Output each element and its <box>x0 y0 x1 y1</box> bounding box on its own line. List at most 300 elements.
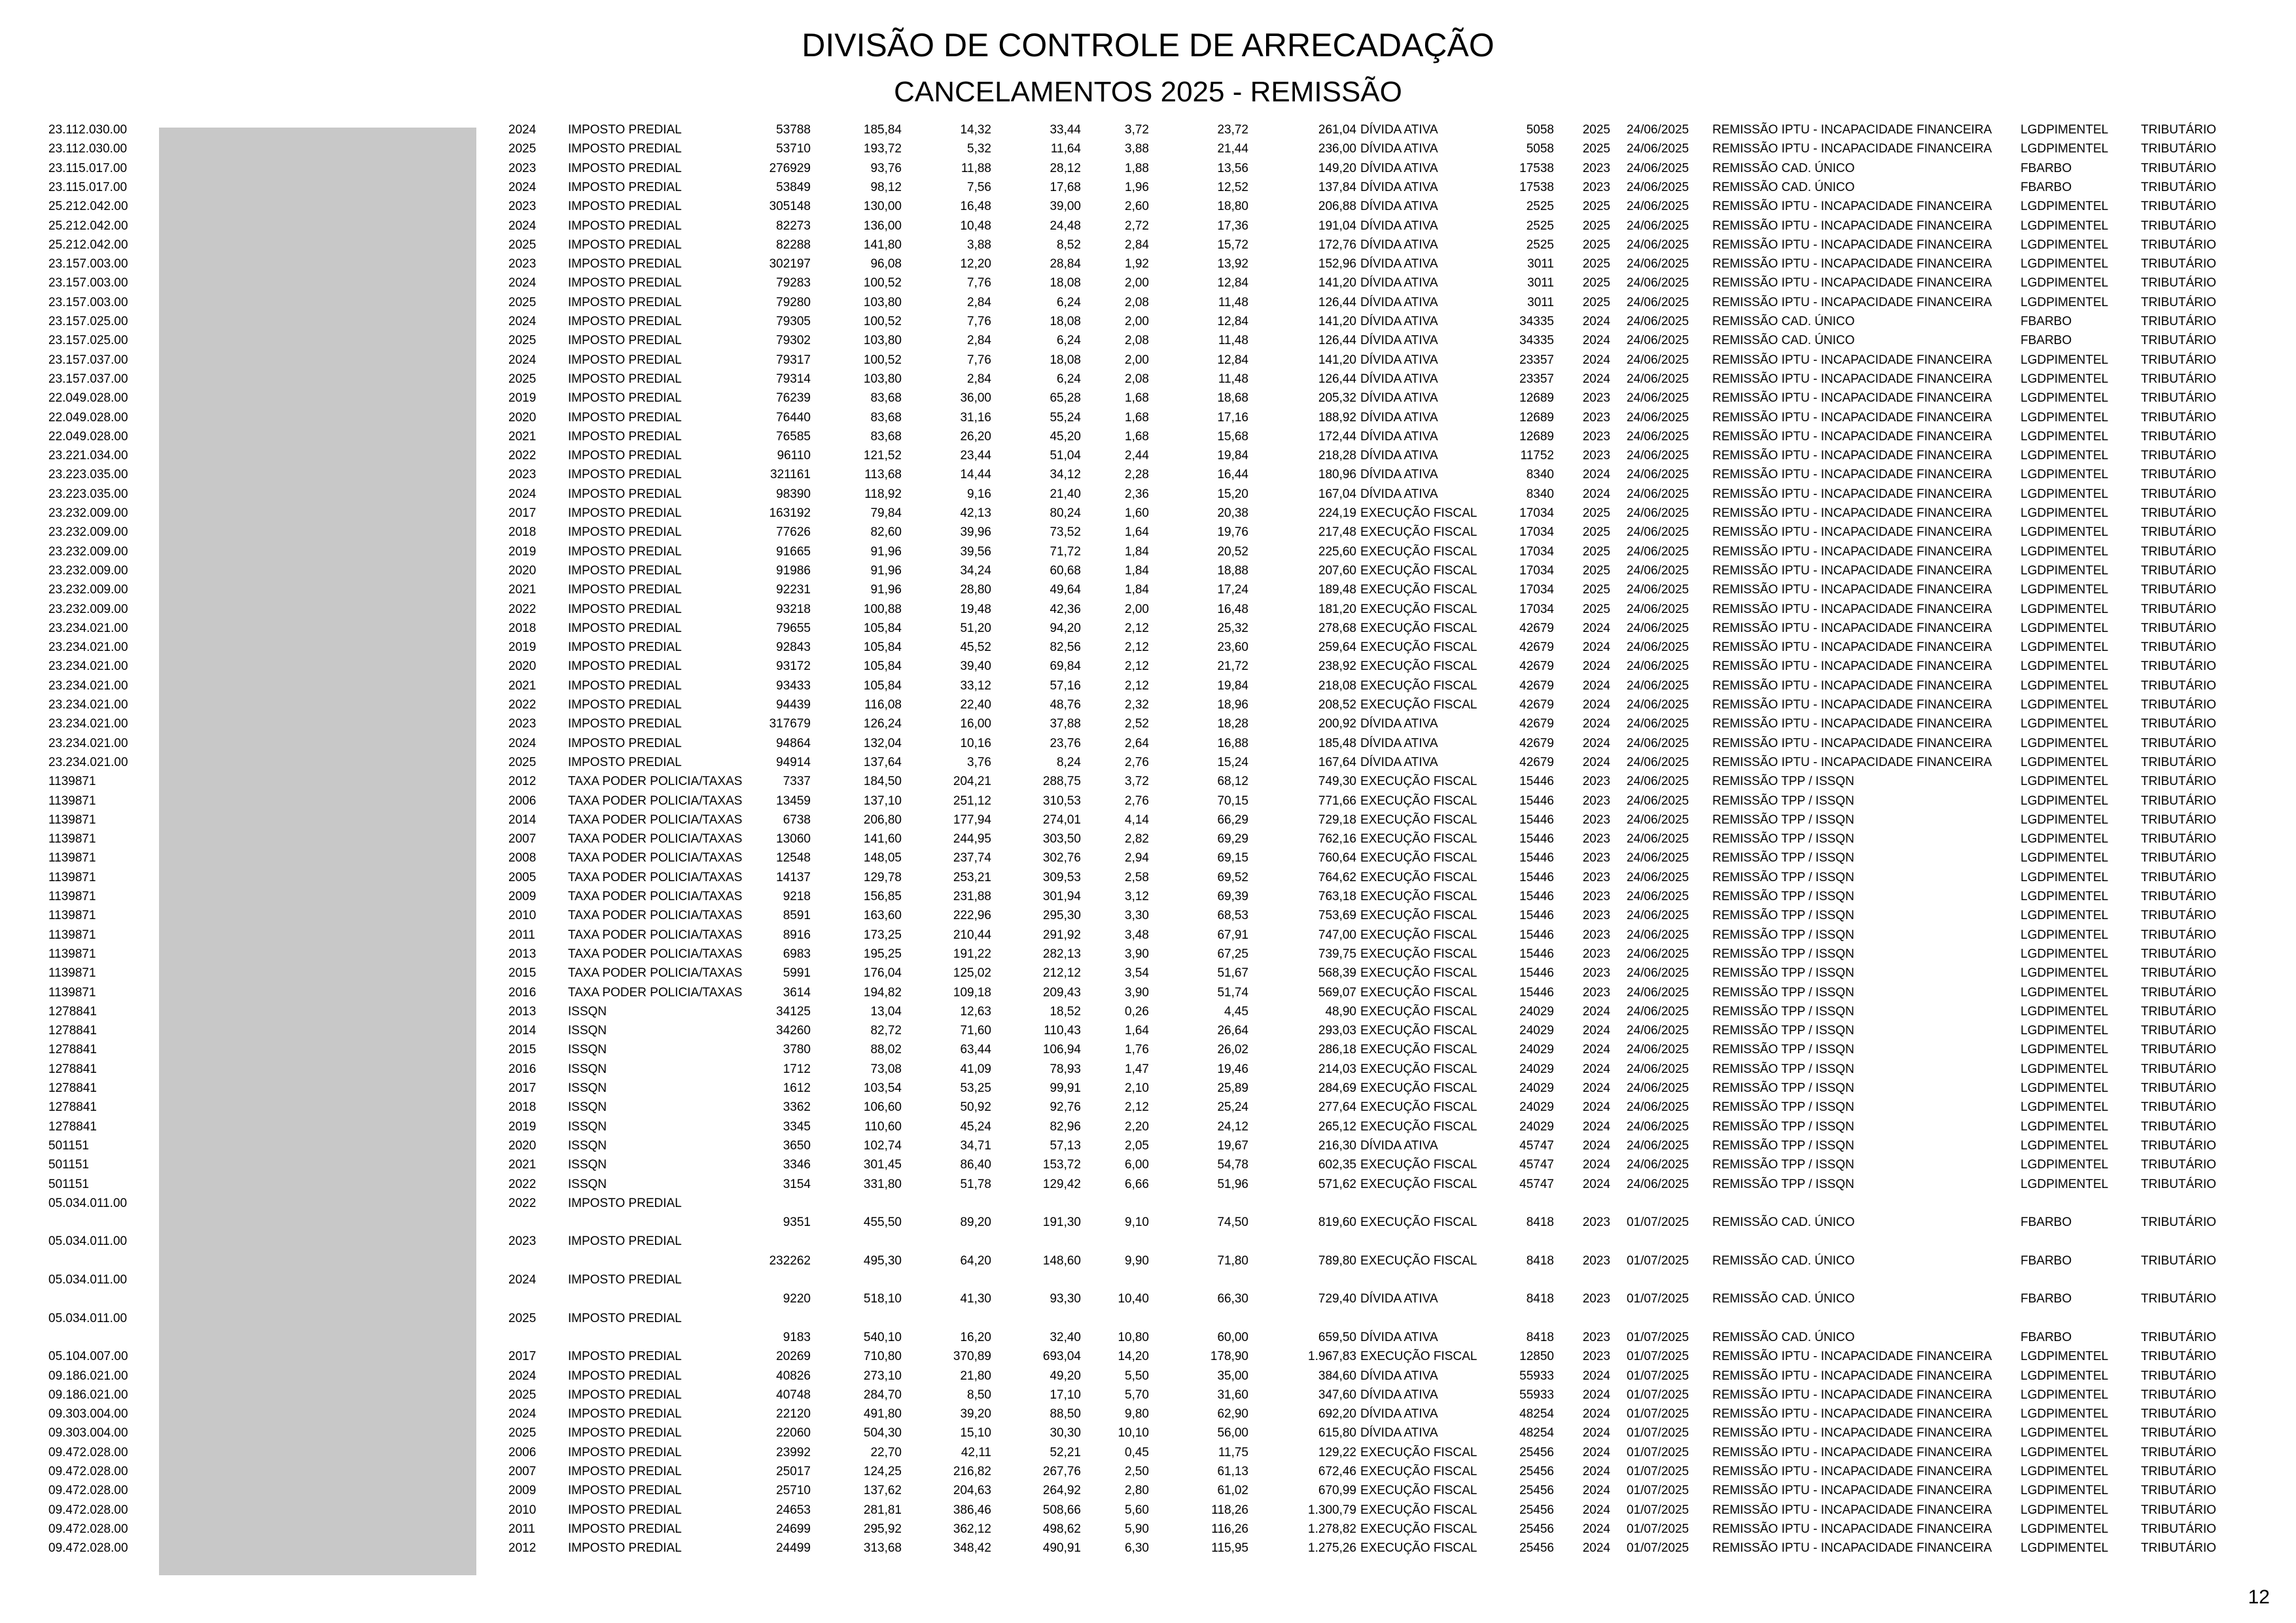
cell-status: EXECUÇÃO FISCAL <box>1360 1004 1477 1019</box>
cell-process-year: 2023 <box>1582 812 1610 827</box>
cell-status: EXECUÇÃO FISCAL <box>1360 1062 1477 1076</box>
cell-department: TRIBUTÁRIO <box>2141 985 2217 1000</box>
cell-fine-value: 42,13 <box>960 506 991 520</box>
cell-fee-value: 2,84 <box>1125 237 1149 252</box>
cell-inscription: 23.157.003.00 <box>48 257 128 271</box>
cell-year: 2015 <box>508 1043 537 1057</box>
cell-year: 2018 <box>508 621 537 635</box>
cell-principal-value: 281,81 <box>863 1503 902 1517</box>
cell-user: LGDPIMENTEL <box>2021 1465 2109 1478</box>
table-row <box>0 1501 2296 1520</box>
cell-tax-type: IMPOSTO PREDIAL <box>568 295 682 309</box>
cell-user: LGDPIMENTEL <box>2021 1081 2109 1095</box>
cell-cancel-date: 24/06/2025 <box>1627 1004 1689 1019</box>
cell-user: LGDPIMENTEL <box>2021 755 2109 769</box>
cell-reason: REMISSÃO IPTU - INCAPACIDADE FINANCEIRA <box>1712 1445 1992 1459</box>
cell-principal-value: 79,84 <box>870 506 902 520</box>
cell-process-year: 2025 <box>1582 218 1610 233</box>
cell-reason: REMISSÃO IPTU - INCAPACIDADE FINANCEIRA <box>1712 429 1992 444</box>
cell-interest-value: 39,00 <box>1050 200 1081 214</box>
cell-interest-value: 274,01 <box>1042 812 1081 827</box>
cell-fee-value: 6,00 <box>1125 1158 1149 1172</box>
cell-process-year: 2023 <box>1582 890 1610 903</box>
cell-department: TRIBUTÁRIO <box>2141 563 2217 578</box>
cell-document-number: 3780 <box>783 1043 811 1057</box>
cell-interest-value: 57,16 <box>1050 678 1081 693</box>
table-row <box>0 1386 2296 1405</box>
table-row <box>0 351 2296 370</box>
cell-status: EXECUÇÃO FISCAL <box>1360 525 1477 540</box>
cell-principal-value: 98,12 <box>870 180 902 194</box>
cell-inscription: 1139871 <box>48 870 96 884</box>
cell-inscription: 23.112.030.00 <box>48 142 128 156</box>
cell-total-value: 141,20 <box>1318 353 1356 367</box>
cell-total-value: 172,44 <box>1318 429 1356 444</box>
cell-inscription: 09.472.028.00 <box>48 1465 128 1478</box>
cell-inscription: 23.234.021.00 <box>48 698 128 712</box>
cell-process-number: 8418 <box>1526 1292 1554 1306</box>
cell-user: LGDPIMENTEL <box>2021 1387 2109 1402</box>
cell-document-number: 53710 <box>776 142 811 156</box>
cell-user: LGDPIMENTEL <box>2021 947 2109 961</box>
cell-fine-value: 51,78 <box>960 1177 991 1191</box>
cell-document-number: 20269 <box>776 1350 811 1364</box>
cell-fee-value: 5,90 <box>1125 1522 1149 1536</box>
table-row <box>0 446 2296 465</box>
table-row <box>0 1462 2296 1481</box>
cell-tax-type: IMPOSTO PREDIAL <box>568 449 682 463</box>
cell-status: EXECUÇÃO FISCAL <box>1360 832 1477 846</box>
cell-cancel-date: 24/06/2025 <box>1627 276 1689 290</box>
cell-status: DÍVIDA ATIVA <box>1360 1387 1438 1402</box>
table-row <box>0 1405 2296 1423</box>
cell-total-value: 191,04 <box>1318 218 1356 233</box>
cell-adjustment-value: 12,84 <box>1217 315 1248 328</box>
cell-year: 2024 <box>508 487 537 501</box>
cell-tax-type: IMPOSTO PREDIAL <box>568 237 682 252</box>
cell-interest-value: 33,44 <box>1050 123 1081 137</box>
cell-tax-type: IMPOSTO PREDIAL <box>568 391 682 406</box>
cell-fine-value: 2,84 <box>967 334 991 348</box>
cell-process-year: 2023 <box>1582 775 1610 789</box>
cell-inscription: 1139871 <box>48 812 96 827</box>
cell-total-value: 181,20 <box>1318 602 1356 616</box>
cell-cancel-date: 24/06/2025 <box>1627 755 1689 769</box>
cell-department: TRIBUTÁRIO <box>2141 1177 2217 1191</box>
cell-total-value: 760,64 <box>1318 851 1356 865</box>
cell-status: DÍVIDA ATIVA <box>1360 717 1438 731</box>
cell-department: TRIBUTÁRIO <box>2141 237 2217 252</box>
cell-tax-type: IMPOSTO PREDIAL <box>568 1541 682 1556</box>
cell-cancel-date: 24/06/2025 <box>1627 775 1689 789</box>
cell-reason: REMISSÃO IPTU - INCAPACIDADE FINANCEIRA <box>1712 1407 1992 1422</box>
cell-status: DÍVIDA ATIVA <box>1360 1330 1438 1344</box>
cell-tax-type: IMPOSTO PREDIAL <box>568 1465 682 1478</box>
cell-inscription: 23.234.021.00 <box>48 678 128 693</box>
cell-fine-value: 237,74 <box>953 851 991 865</box>
cell-reason: REMISSÃO CAD. ÚNICO <box>1712 1330 1855 1344</box>
cell-interest-value: 309,53 <box>1042 870 1081 884</box>
cell-status: DÍVIDA ATIVA <box>1360 1292 1438 1306</box>
cell-adjustment-value: 11,48 <box>1218 372 1248 386</box>
cell-process-number: 15446 <box>1519 870 1554 884</box>
cell-interest-value: 55,24 <box>1050 410 1081 425</box>
cell-user: LGDPIMENTEL <box>2021 123 2109 137</box>
cell-cancel-date: 01/07/2025 <box>1627 1407 1689 1422</box>
cell-process-number: 2525 <box>1526 237 1554 252</box>
cell-process-number: 8340 <box>1526 468 1554 482</box>
cell-process-year: 2024 <box>1582 659 1610 674</box>
cell-principal-value: 504,30 <box>863 1426 902 1440</box>
cell-fine-value: 33,12 <box>960 678 991 693</box>
cell-principal-value: 295,92 <box>863 1522 902 1536</box>
cell-department: TRIBUTÁRIO <box>2141 832 2217 846</box>
cell-total-value: 126,44 <box>1318 334 1356 348</box>
table-row <box>0 945 2296 964</box>
cell-fee-value: 1,68 <box>1125 410 1149 425</box>
cell-year: 2006 <box>508 794 537 808</box>
cell-department: TRIBUTÁRIO <box>2141 1138 2217 1153</box>
cell-department: TRIBUTÁRIO <box>2141 1445 2217 1459</box>
cell-process-year: 2023 <box>1582 909 1610 923</box>
cell-adjustment-value: 20,38 <box>1217 506 1248 520</box>
cell-process-number: 25456 <box>1519 1484 1554 1498</box>
cell-adjustment-value: 118,26 <box>1211 1503 1248 1517</box>
cell-department: TRIBUTÁRIO <box>2141 372 2217 386</box>
cell-process-year: 2023 <box>1582 429 1610 444</box>
cell-interest-value: 106,94 <box>1042 1043 1081 1057</box>
table-row <box>0 580 2296 599</box>
cell-process-year: 2023 <box>1582 449 1610 463</box>
cell-year: 2012 <box>508 775 537 789</box>
page-number: 12 <box>2248 1586 2270 1608</box>
cell-total-value: 172,76 <box>1318 237 1356 252</box>
cell-status: EXECUÇÃO FISCAL <box>1360 1024 1477 1038</box>
cell-total-value: 771,66 <box>1318 794 1356 808</box>
table-row <box>0 197 2296 216</box>
table-row <box>0 217 2296 236</box>
cell-process-number: 5058 <box>1526 123 1554 137</box>
cell-document-number: 79314 <box>776 372 811 386</box>
cell-fee-value: 2,05 <box>1125 1138 1149 1153</box>
table-row <box>0 273 2296 292</box>
cell-user: LGDPIMENTEL <box>2021 276 2109 290</box>
table-row <box>0 734 2296 753</box>
cell-total-value: 200,92 <box>1318 717 1356 731</box>
cell-interest-value: 264,92 <box>1042 1484 1081 1498</box>
cell-fine-value: 64,20 <box>960 1253 991 1268</box>
cell-document-number: 53788 <box>776 123 811 137</box>
cell-principal-value: 82,60 <box>870 525 902 540</box>
cell-process-number: 15446 <box>1519 775 1554 789</box>
cell-department: TRIBUTÁRIO <box>2141 1253 2217 1268</box>
cell-principal-value: 156,85 <box>863 890 902 903</box>
cell-principal-value: 313,68 <box>863 1541 902 1556</box>
cell-principal-value: 173,25 <box>863 928 902 942</box>
cell-principal-value: 121,52 <box>863 449 902 463</box>
cell-document-number: 22120 <box>776 1407 811 1422</box>
cell-document-number: 321161 <box>770 468 811 482</box>
cell-process-number: 25456 <box>1519 1522 1554 1536</box>
cell-department: TRIBUTÁRIO <box>2141 1541 2217 1556</box>
cell-inscription: 05.104.007.00 <box>48 1350 128 1364</box>
cell-status: EXECUÇÃO FISCAL <box>1360 890 1477 903</box>
cell-process-year: 2023 <box>1582 1215 1610 1230</box>
cell-department: TRIBUTÁRIO <box>2141 487 2217 501</box>
table-row <box>0 1539 2296 1558</box>
cell-document-number: 163192 <box>769 506 811 520</box>
cell-department: TRIBUTÁRIO <box>2141 1119 2217 1134</box>
cell-year: 2019 <box>508 391 537 406</box>
cell-inscription: 1139871 <box>48 966 96 981</box>
cell-reason: REMISSÃO CAD. ÚNICO <box>1712 1215 1855 1230</box>
cell-total-value: 286,18 <box>1318 1043 1356 1057</box>
cell-process-number: 45747 <box>1519 1158 1554 1172</box>
cell-process-number: 15446 <box>1519 812 1554 827</box>
cell-tax-type: IMPOSTO PREDIAL <box>568 1196 682 1210</box>
cell-interest-value: 34,12 <box>1050 468 1081 482</box>
cell-cancel-date: 01/07/2025 <box>1627 1465 1689 1478</box>
table-row <box>0 408 2296 427</box>
cell-tax-type: IMPOSTO PREDIAL <box>568 334 682 348</box>
cell-fine-value: 14,44 <box>960 468 991 482</box>
cell-user: LGDPIMENTEL <box>2021 832 2109 846</box>
cell-interest-value: 18,08 <box>1050 353 1081 367</box>
cell-principal-value: 118,92 <box>864 487 902 501</box>
cell-year: 2025 <box>508 237 537 252</box>
cell-user: LGDPIMENTEL <box>2021 218 2109 233</box>
cell-total-value: 152,96 <box>1318 257 1356 271</box>
cell-total-value: 1.300,79 <box>1308 1503 1356 1517</box>
cell-interest-value: 69,84 <box>1050 659 1081 674</box>
cell-inscription: 1139871 <box>48 794 96 808</box>
cell-principal-value: 124,25 <box>863 1465 902 1478</box>
cell-reason: REMISSÃO CAD. ÚNICO <box>1712 315 1855 328</box>
cell-fine-value: 21,80 <box>960 1369 991 1383</box>
cell-fine-value: 28,80 <box>960 583 991 597</box>
cell-tax-type: IMPOSTO PREDIAL <box>568 1234 682 1249</box>
cell-status: DÍVIDA ATIVA <box>1360 1407 1438 1422</box>
cell-tax-type: IMPOSTO PREDIAL <box>568 218 682 233</box>
cell-status: EXECUÇÃO FISCAL <box>1360 851 1477 865</box>
cell-year: 2009 <box>508 890 537 903</box>
cell-principal-value: 105,84 <box>863 640 902 655</box>
cell-cancel-date: 01/07/2025 <box>1627 1330 1689 1344</box>
cell-total-value: 615,80 <box>1318 1426 1356 1440</box>
cell-reason: REMISSÃO IPTU - INCAPACIDADE FINANCEIRA <box>1712 123 1992 137</box>
cell-inscription: 23.157.025.00 <box>48 315 128 328</box>
cell-year: 2013 <box>508 1004 537 1019</box>
cell-status: DÍVIDA ATIVA <box>1360 142 1438 156</box>
cell-cancel-date: 24/06/2025 <box>1627 468 1689 482</box>
cell-total-value: 141,20 <box>1318 276 1356 290</box>
cell-year: 2024 <box>508 276 537 290</box>
cell-principal-value: 102,74 <box>863 1138 902 1153</box>
cell-fee-value: 1,96 <box>1125 180 1149 194</box>
cell-process-number: 15446 <box>1519 851 1554 865</box>
cell-adjustment-value: 15,72 <box>1217 237 1248 252</box>
cell-process-number: 15446 <box>1519 890 1554 903</box>
cell-user: LGDPIMENTEL <box>2021 372 2109 386</box>
cell-year: 2020 <box>508 563 537 578</box>
cell-adjustment-value: 69,29 <box>1217 832 1248 846</box>
cell-process-number: 42679 <box>1519 659 1554 674</box>
cell-inscription: 1139871 <box>48 909 96 923</box>
cell-adjustment-value: 68,12 <box>1217 775 1248 789</box>
cell-year: 2023 <box>508 257 537 271</box>
cell-fee-value: 3,90 <box>1125 947 1149 961</box>
cell-inscription: 23.234.021.00 <box>48 755 128 769</box>
cell-fine-value: 362,12 <box>953 1522 991 1536</box>
cell-reason: REMISSÃO TPP / ISSQN <box>1712 1100 1854 1115</box>
cell-interest-value: 129,42 <box>1042 1177 1081 1191</box>
cell-year: 2012 <box>508 1541 537 1556</box>
cell-process-year: 2024 <box>1582 678 1610 693</box>
cell-total-value: 167,04 <box>1318 487 1356 501</box>
cell-interest-value: 23,76 <box>1050 736 1081 750</box>
cell-interest-value: 148,60 <box>1042 1253 1081 1268</box>
cell-reason: REMISSÃO IPTU - INCAPACIDADE FINANCEIRA <box>1712 698 1992 712</box>
cell-total-value: 218,08 <box>1318 678 1356 693</box>
table-row <box>0 926 2296 945</box>
cell-tax-type: TAXA PODER POLICIA/TAXAS <box>568 985 743 1000</box>
cell-tax-type: IMPOSTO PREDIAL <box>568 1311 682 1325</box>
cell-principal-value: 100,52 <box>863 315 902 328</box>
cell-user: LGDPIMENTEL <box>2021 1445 2109 1459</box>
table-row <box>0 312 2296 331</box>
table-row <box>0 1040 2296 1059</box>
cell-tax-type: IMPOSTO PREDIAL <box>568 200 682 214</box>
cell-year: 2021 <box>508 1158 537 1172</box>
cell-process-year: 2023 <box>1582 870 1610 884</box>
cell-cancel-date: 24/06/2025 <box>1627 353 1689 367</box>
cell-adjustment-value: 19,84 <box>1217 678 1248 693</box>
cell-adjustment-value: 51,96 <box>1217 1177 1248 1191</box>
cell-inscription: 09.472.028.00 <box>48 1522 128 1536</box>
table-row <box>0 1021 2296 1040</box>
cell-reason: REMISSÃO TPP / ISSQN <box>1712 1119 1854 1134</box>
cell-process-number: 12689 <box>1519 391 1554 406</box>
cell-tax-type: ISSQN <box>568 1138 607 1153</box>
cell-status: EXECUÇÃO FISCAL <box>1360 1043 1477 1057</box>
cell-status: DÍVIDA ATIVA <box>1360 429 1438 444</box>
cell-total-value: 762,16 <box>1318 832 1356 846</box>
cell-principal-value: 105,84 <box>863 621 902 635</box>
cell-adjustment-value: 62,90 <box>1217 1407 1248 1422</box>
cell-cancel-date: 24/06/2025 <box>1627 218 1689 233</box>
cell-adjustment-value: 19,67 <box>1217 1138 1248 1153</box>
cell-adjustment-value: 66,30 <box>1217 1292 1248 1306</box>
cell-interest-value: 18,08 <box>1050 315 1081 328</box>
cell-year: 2013 <box>508 947 537 961</box>
cell-status: DÍVIDA ATIVA <box>1360 1369 1438 1383</box>
cell-cancel-date: 24/06/2025 <box>1627 909 1689 923</box>
cell-principal-value: 710,80 <box>863 1350 902 1364</box>
cell-process-year: 2024 <box>1582 372 1610 386</box>
cell-year: 2016 <box>508 985 537 1000</box>
cell-interest-value: 693,04 <box>1042 1350 1081 1364</box>
cell-cancel-date: 24/06/2025 <box>1627 890 1689 903</box>
cell-interest-value: 28,84 <box>1050 257 1081 271</box>
cell-reason: REMISSÃO IPTU - INCAPACIDADE FINANCEIRA <box>1712 525 1992 540</box>
cell-reason: REMISSÃO IPTU - INCAPACIDADE FINANCEIRA <box>1712 237 1992 252</box>
cell-principal-value: 103,54 <box>863 1081 902 1095</box>
cell-user: LGDPIMENTEL <box>2021 487 2109 501</box>
cell-adjustment-value: 74,50 <box>1217 1215 1248 1230</box>
cell-inscription: 1139871 <box>48 832 96 846</box>
cell-document-number: 5991 <box>783 966 811 981</box>
cell-process-year: 2025 <box>1582 583 1610 597</box>
cell-process-year: 2025 <box>1582 237 1610 252</box>
cell-process-number: 48254 <box>1519 1407 1554 1422</box>
cell-reason: REMISSÃO TPP / ISSQN <box>1712 909 1854 923</box>
cell-process-year: 2024 <box>1582 1177 1610 1191</box>
cell-adjustment-value: 19,46 <box>1217 1062 1248 1076</box>
cell-process-year: 2023 <box>1582 947 1610 961</box>
cell-adjustment-value: 15,24 <box>1217 755 1248 769</box>
cell-document-number: 76239 <box>776 391 811 406</box>
cell-cancel-date: 01/07/2025 <box>1627 1369 1689 1383</box>
cell-year: 2023 <box>508 161 537 175</box>
cell-fine-value: 50,92 <box>960 1100 991 1115</box>
cell-user: FBARBO <box>2021 1292 2072 1306</box>
cell-inscription: 23.223.035.00 <box>48 468 128 482</box>
cell-interest-value: 301,94 <box>1042 890 1081 903</box>
cell-fee-value: 2,94 <box>1125 851 1149 865</box>
cell-total-value: 347,60 <box>1318 1387 1356 1402</box>
cell-year: 2025 <box>508 755 537 769</box>
cell-document-number: 13459 <box>776 794 811 808</box>
cell-user: LGDPIMENTEL <box>2021 1407 2109 1422</box>
cell-fine-value: 7,56 <box>967 180 991 194</box>
cell-tax-type: TAXA PODER POLICIA/TAXAS <box>568 812 743 827</box>
cell-interest-value: 60,68 <box>1050 563 1081 578</box>
cell-tax-type: IMPOSTO PREDIAL <box>568 353 682 367</box>
cell-adjustment-value: 13,92 <box>1217 257 1248 271</box>
cell-inscription: 25.212.042.00 <box>48 218 128 233</box>
cell-fee-value: 1,64 <box>1125 525 1149 540</box>
cell-total-value: 149,20 <box>1318 161 1356 175</box>
cell-process-number: 5058 <box>1526 142 1554 156</box>
cell-tax-type: TAXA PODER POLICIA/TAXAS <box>568 870 743 884</box>
cell-cancel-date: 24/06/2025 <box>1627 698 1689 712</box>
cell-status: DÍVIDA ATIVA <box>1360 487 1438 501</box>
cell-reason: REMISSÃO IPTU - INCAPACIDADE FINANCEIRA <box>1712 1484 1992 1498</box>
cell-fee-value: 2,72 <box>1125 218 1149 233</box>
cell-fee-value: 2,28 <box>1125 468 1149 482</box>
cell-fine-value: 16,20 <box>960 1330 991 1344</box>
cell-tax-type: IMPOSTO PREDIAL <box>568 1445 682 1459</box>
cell-fine-value: 8,50 <box>967 1387 991 1402</box>
cell-total-value: 217,48 <box>1318 525 1356 540</box>
cell-reason: REMISSÃO IPTU - INCAPACIDADE FINANCEIRA <box>1712 736 1992 750</box>
cell-inscription: 1139871 <box>48 775 96 789</box>
cell-fine-value: 191,22 <box>953 947 991 961</box>
cell-year: 2009 <box>508 1484 537 1498</box>
cell-fee-value: 1,84 <box>1125 563 1149 578</box>
cell-user: LGDPIMENTEL <box>2021 985 2109 1000</box>
cell-department: TRIBUTÁRIO <box>2141 1484 2217 1498</box>
cell-tax-type: ISSQN <box>568 1158 607 1172</box>
cell-fee-value: 2,12 <box>1125 640 1149 655</box>
cell-year: 2015 <box>508 966 537 981</box>
cell-fee-value: 2,36 <box>1125 487 1149 501</box>
cell-year: 2021 <box>508 678 537 693</box>
cell-department: TRIBUTÁRIO <box>2141 1330 2217 1344</box>
cell-fine-value: 370,89 <box>953 1350 991 1364</box>
cell-department: TRIBUTÁRIO <box>2141 583 2217 597</box>
cell-total-value: 753,69 <box>1318 909 1356 923</box>
